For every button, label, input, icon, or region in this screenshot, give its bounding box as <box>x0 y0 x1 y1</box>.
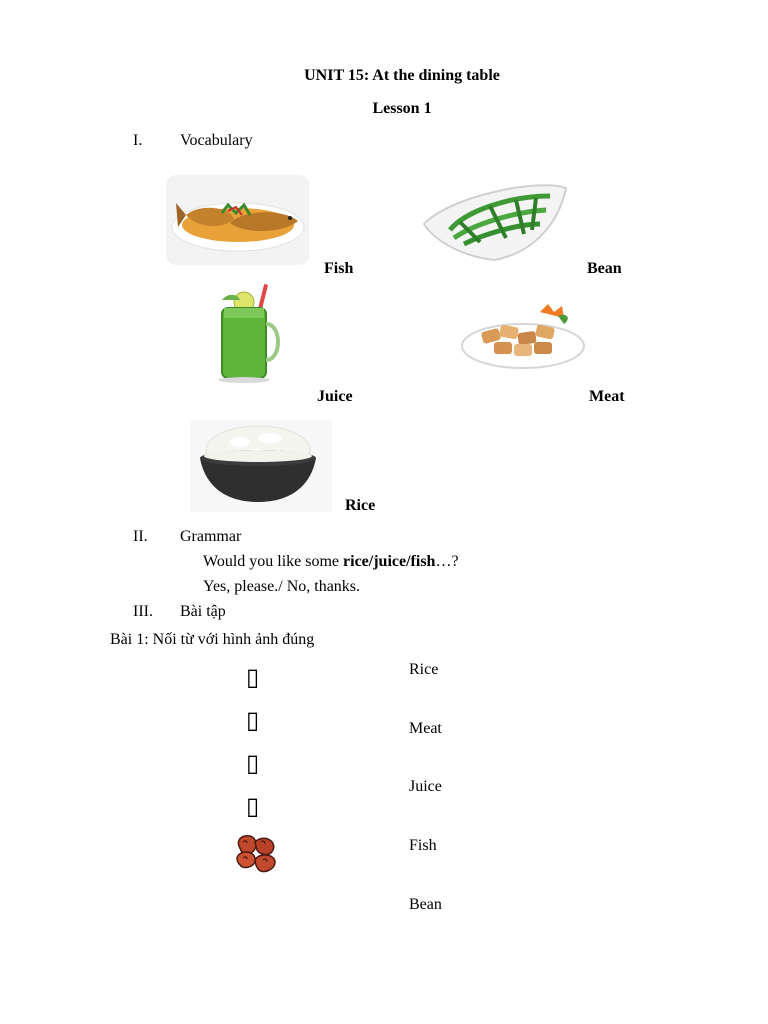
vocab-label-bean: Bean <box>587 260 622 277</box>
meat-image <box>460 302 586 370</box>
grammar-question-options: rice/juice/fish <box>343 553 436 570</box>
section-numeral-exercises: III. <box>133 603 153 620</box>
match-word: Fish <box>409 837 437 854</box>
match-word: Meat <box>409 720 442 737</box>
missing-image-icon: ▯ <box>246 706 260 734</box>
bean-picture-icon[interactable] <box>233 832 279 876</box>
grammar-question-prefix: Would you like some <box>203 553 344 570</box>
fish-image <box>166 175 309 265</box>
missing-image-icon: ▯ <box>246 663 260 691</box>
page-title: UNIT 15: At the dining table <box>304 67 500 84</box>
vocab-label-meat: Meat <box>589 388 625 405</box>
section-numeral-grammar: II. <box>133 528 148 545</box>
grammar-question <box>203 553 459 571</box>
section-label-vocabulary: Vocabulary <box>180 132 253 149</box>
section-label-grammar: Grammar <box>180 528 242 545</box>
missing-image-icon: ▯ <box>246 792 260 820</box>
bean-image <box>420 178 570 264</box>
match-word: Juice <box>409 778 442 795</box>
juice-image <box>214 284 286 384</box>
lesson-title: Lesson 1 <box>372 100 432 117</box>
grammar-answer: Yes, please./ No, thanks. <box>203 578 361 595</box>
section-numeral-vocabulary: I. <box>133 132 143 149</box>
vocab-label-fish: Fish <box>324 260 354 277</box>
vocab-label-juice: Juice <box>317 388 353 405</box>
match-word: Bean <box>409 896 442 913</box>
missing-image-icon: ▯ <box>246 749 260 777</box>
exercise1-title: Bài 1: Nối từ với hình ảnh đúng <box>110 631 315 648</box>
rice-image <box>190 420 332 512</box>
section-label-exercises: Bài tập <box>180 603 226 620</box>
match-word: Rice <box>409 661 439 678</box>
vocab-label-rice: Rice <box>345 497 376 514</box>
grammar-question-suffix: …? <box>435 553 459 570</box>
